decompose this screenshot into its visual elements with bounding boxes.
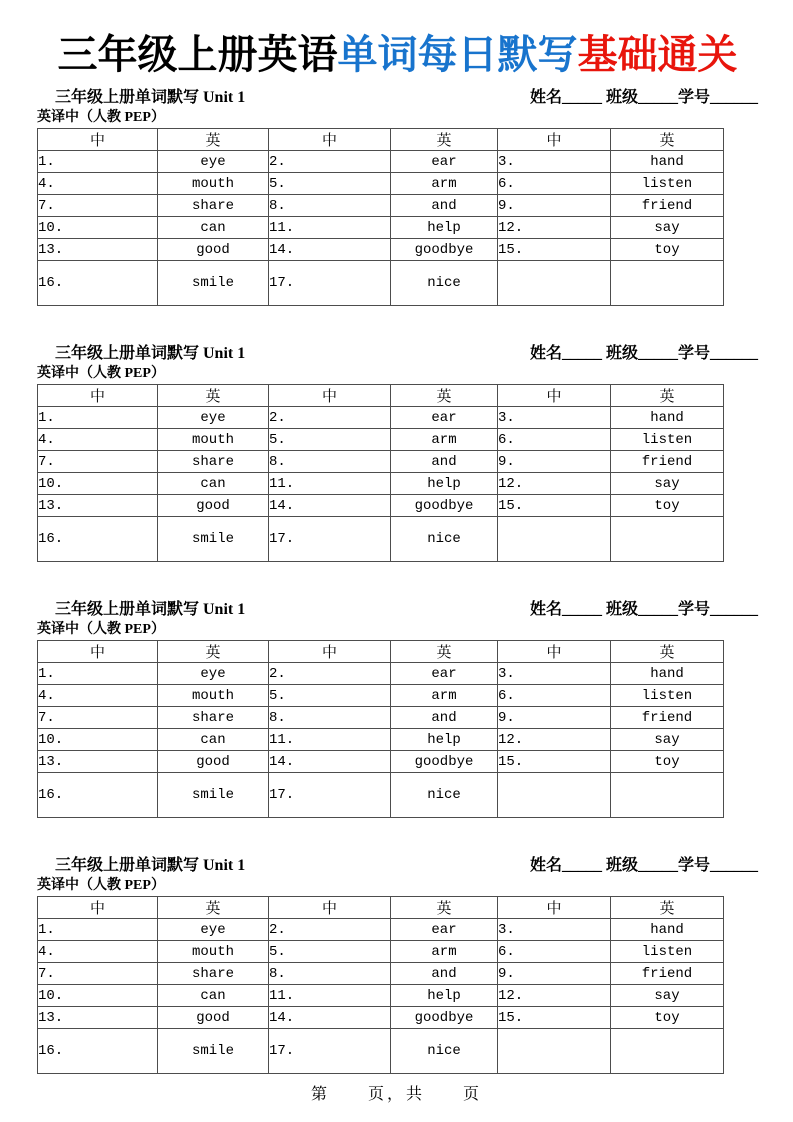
- english-word-cell: share: [158, 963, 269, 985]
- table-body: [38, 919, 724, 1074]
- chinese-answer-cell: 5.: [269, 173, 391, 195]
- chinese-answer-cell: 1.: [38, 663, 158, 685]
- chinese-answer-cell: 17.: [269, 261, 391, 306]
- english-word-cell: share: [158, 451, 269, 473]
- student-info-fields: 姓名_____ 班级_____学号______: [529, 89, 758, 106]
- english-word-cell: listen: [611, 685, 724, 707]
- chinese-answer-cell: 8.: [269, 451, 391, 473]
- chinese-answer-cell: 3.: [498, 151, 611, 173]
- chinese-answer-cell: 7.: [38, 451, 158, 473]
- column-header: 英: [391, 641, 498, 663]
- english-word-cell: share: [158, 195, 269, 217]
- column-header: 中: [498, 129, 611, 151]
- english-word-cell: help: [391, 729, 498, 751]
- empty-cell: [498, 261, 611, 306]
- chinese-answer-cell: 6.: [498, 685, 611, 707]
- english-word-cell: toy: [611, 751, 724, 773]
- chinese-answer-cell: 8.: [269, 195, 391, 217]
- table-row: [38, 919, 724, 941]
- chinese-answer-cell: 6.: [498, 941, 611, 963]
- section-subtitle: 英译中（人教 PEP）: [37, 110, 165, 125]
- dictation-table: [37, 384, 724, 562]
- english-word-cell: mouth: [158, 941, 269, 963]
- chinese-answer-cell: 2.: [269, 663, 391, 685]
- english-word-cell: help: [391, 985, 498, 1007]
- table-row: [38, 517, 724, 562]
- english-word-cell: and: [391, 707, 498, 729]
- table-row: [38, 473, 724, 495]
- chinese-answer-cell: 6.: [498, 173, 611, 195]
- english-word-cell: say: [611, 985, 724, 1007]
- empty-cell: [611, 1029, 724, 1074]
- chinese-answer-cell: 8.: [269, 707, 391, 729]
- table-row: [38, 663, 724, 685]
- column-header: 中: [269, 641, 391, 663]
- english-word-cell: goodbye: [391, 495, 498, 517]
- table-row: [38, 707, 724, 729]
- english-word-cell: can: [158, 473, 269, 495]
- worksheet-section: [37, 600, 758, 818]
- chinese-answer-cell: 16.: [38, 773, 158, 818]
- english-word-cell: ear: [391, 663, 498, 685]
- english-word-cell: eye: [158, 919, 269, 941]
- english-word-cell: say: [611, 217, 724, 239]
- column-header: 中: [498, 385, 611, 407]
- chinese-answer-cell: 1.: [38, 407, 158, 429]
- dictation-table: [37, 640, 724, 818]
- chinese-answer-cell: 2.: [269, 151, 391, 173]
- column-header: 英: [611, 129, 724, 151]
- english-word-cell: say: [611, 729, 724, 751]
- english-word-cell: arm: [391, 941, 498, 963]
- english-word-cell: nice: [391, 1029, 498, 1074]
- chinese-answer-cell: 2.: [269, 407, 391, 429]
- chinese-answer-cell: 14.: [269, 1007, 391, 1029]
- english-word-cell: eye: [158, 151, 269, 173]
- section-title: 三年级上册单词默写 Unit 1: [55, 89, 246, 106]
- chinese-answer-cell: 12.: [498, 217, 611, 239]
- english-word-cell: can: [158, 729, 269, 751]
- section-header: [37, 600, 758, 620]
- chinese-answer-cell: 5.: [269, 941, 391, 963]
- english-word-cell: good: [158, 751, 269, 773]
- english-word-cell: mouth: [158, 173, 269, 195]
- english-word-cell: arm: [391, 429, 498, 451]
- english-word-cell: hand: [611, 663, 724, 685]
- empty-cell: [498, 1029, 611, 1074]
- english-word-cell: smile: [158, 261, 269, 306]
- table-row: [38, 151, 724, 173]
- english-word-cell: can: [158, 985, 269, 1007]
- chinese-answer-cell: 6.: [498, 429, 611, 451]
- chinese-answer-cell: 11.: [269, 473, 391, 495]
- chinese-answer-cell: 7.: [38, 707, 158, 729]
- english-word-cell: friend: [611, 963, 724, 985]
- chinese-answer-cell: 17.: [269, 1029, 391, 1074]
- student-info-fields: 姓名_____ 班级_____学号______: [529, 601, 758, 618]
- chinese-answer-cell: 14.: [269, 495, 391, 517]
- chinese-answer-cell: 1.: [38, 151, 158, 173]
- english-word-cell: mouth: [158, 685, 269, 707]
- chinese-answer-cell: 12.: [498, 473, 611, 495]
- page-title: [37, 32, 758, 78]
- english-word-cell: friend: [611, 195, 724, 217]
- section-title: 三年级上册单词默写 Unit 1: [55, 857, 246, 874]
- column-header: 英: [391, 385, 498, 407]
- table-row: [38, 217, 724, 239]
- empty-cell: [611, 773, 724, 818]
- english-word-cell: listen: [611, 941, 724, 963]
- english-word-cell: good: [158, 239, 269, 261]
- column-header: 中: [38, 897, 158, 919]
- english-word-cell: eye: [158, 663, 269, 685]
- english-word-cell: arm: [391, 173, 498, 195]
- chinese-answer-cell: 9.: [498, 963, 611, 985]
- english-word-cell: toy: [611, 239, 724, 261]
- section-subtitle: 英译中（人教 PEP）: [37, 366, 165, 381]
- english-word-cell: listen: [611, 173, 724, 195]
- english-word-cell: eye: [158, 407, 269, 429]
- english-word-cell: ear: [391, 407, 498, 429]
- chinese-answer-cell: 13.: [38, 751, 158, 773]
- english-word-cell: goodbye: [391, 751, 498, 773]
- table-header-row: [38, 385, 724, 407]
- empty-cell: [611, 261, 724, 306]
- english-word-cell: ear: [391, 919, 498, 941]
- chinese-answer-cell: 14.: [269, 751, 391, 773]
- english-word-cell: share: [158, 707, 269, 729]
- column-header: 英: [611, 897, 724, 919]
- chinese-answer-cell: 3.: [498, 407, 611, 429]
- chinese-answer-cell: 12.: [498, 729, 611, 751]
- english-word-cell: listen: [611, 429, 724, 451]
- chinese-answer-cell: 13.: [38, 1007, 158, 1029]
- column-header: 中: [38, 129, 158, 151]
- chinese-answer-cell: 15.: [498, 495, 611, 517]
- column-header: 英: [158, 641, 269, 663]
- table-row: [38, 1007, 724, 1029]
- chinese-answer-cell: 5.: [269, 429, 391, 451]
- column-header: 英: [391, 897, 498, 919]
- english-word-cell: nice: [391, 261, 498, 306]
- english-word-cell: hand: [611, 151, 724, 173]
- english-word-cell: friend: [611, 707, 724, 729]
- english-word-cell: help: [391, 473, 498, 495]
- student-info-fields: 姓名_____ 班级_____学号______: [529, 345, 758, 362]
- worksheet-section: [37, 856, 758, 1074]
- section-header: [37, 856, 758, 876]
- table-row: [38, 407, 724, 429]
- table-header-row: [38, 129, 724, 151]
- table-row: [38, 773, 724, 818]
- table-row: [38, 985, 724, 1007]
- chinese-answer-cell: 12.: [498, 985, 611, 1007]
- chinese-answer-cell: 16.: [38, 261, 158, 306]
- chinese-answer-cell: 11.: [269, 985, 391, 1007]
- table-row: [38, 261, 724, 306]
- section-title: 三年级上册单词默写 Unit 1: [55, 601, 246, 618]
- column-header: 中: [498, 897, 611, 919]
- table-row: [38, 729, 724, 751]
- column-header: 中: [269, 385, 391, 407]
- english-word-cell: smile: [158, 1029, 269, 1074]
- dictation-table: [37, 128, 724, 306]
- chinese-answer-cell: 9.: [498, 451, 611, 473]
- table-header-row: [38, 897, 724, 919]
- chinese-answer-cell: 11.: [269, 217, 391, 239]
- table-row: [38, 239, 724, 261]
- english-word-cell: nice: [391, 517, 498, 562]
- chinese-answer-cell: 9.: [498, 195, 611, 217]
- column-header: 英: [158, 129, 269, 151]
- chinese-answer-cell: 10.: [38, 985, 158, 1007]
- column-header: 中: [269, 897, 391, 919]
- section-title: 三年级上册单词默写 Unit 1: [55, 345, 246, 362]
- dictation-table: [37, 896, 724, 1074]
- table-row: [38, 173, 724, 195]
- chinese-answer-cell: 10.: [38, 217, 158, 239]
- empty-cell: [498, 773, 611, 818]
- sections-container: [37, 88, 758, 1074]
- table-row: [38, 195, 724, 217]
- chinese-answer-cell: 11.: [269, 729, 391, 751]
- english-word-cell: hand: [611, 407, 724, 429]
- chinese-answer-cell: 7.: [38, 195, 158, 217]
- table-row: [38, 451, 724, 473]
- column-header: 中: [38, 385, 158, 407]
- table-row: [38, 963, 724, 985]
- chinese-answer-cell: 2.: [269, 919, 391, 941]
- title-part-basic-pass: 基础通关: [577, 32, 738, 77]
- english-word-cell: can: [158, 217, 269, 239]
- table-row: [38, 429, 724, 451]
- column-header: 中: [38, 641, 158, 663]
- english-word-cell: toy: [611, 495, 724, 517]
- table-row: [38, 685, 724, 707]
- chinese-answer-cell: 15.: [498, 239, 611, 261]
- english-word-cell: and: [391, 451, 498, 473]
- english-word-cell: goodbye: [391, 239, 498, 261]
- chinese-answer-cell: 14.: [269, 239, 391, 261]
- chinese-answer-cell: 4.: [38, 173, 158, 195]
- table-body: [38, 407, 724, 562]
- english-word-cell: smile: [158, 517, 269, 562]
- chinese-answer-cell: 8.: [269, 963, 391, 985]
- table-row: [38, 495, 724, 517]
- chinese-answer-cell: 15.: [498, 751, 611, 773]
- chinese-answer-cell: 5.: [269, 685, 391, 707]
- english-word-cell: good: [158, 495, 269, 517]
- english-word-cell: say: [611, 473, 724, 495]
- column-header: 英: [391, 129, 498, 151]
- chinese-answer-cell: 13.: [38, 495, 158, 517]
- english-word-cell: help: [391, 217, 498, 239]
- worksheet-section: [37, 344, 758, 562]
- chinese-answer-cell: 9.: [498, 707, 611, 729]
- column-header: 中: [498, 641, 611, 663]
- chinese-answer-cell: 10.: [38, 473, 158, 495]
- section-subtitle: 英译中（人教 PEP）: [37, 622, 165, 637]
- chinese-answer-cell: 17.: [269, 517, 391, 562]
- column-header: 中: [269, 129, 391, 151]
- english-word-cell: arm: [391, 685, 498, 707]
- table-body: [38, 151, 724, 306]
- section-header: [37, 88, 758, 108]
- english-word-cell: smile: [158, 773, 269, 818]
- section-subtitle: 英译中（人教 PEP）: [37, 878, 165, 893]
- chinese-answer-cell: 3.: [498, 663, 611, 685]
- english-word-cell: friend: [611, 451, 724, 473]
- empty-cell: [611, 517, 724, 562]
- title-part-daily-dictation: 单词每日默写: [337, 32, 578, 77]
- chinese-answer-cell: 17.: [269, 773, 391, 818]
- table-row: [38, 1029, 724, 1074]
- english-word-cell: goodbye: [391, 1007, 498, 1029]
- chinese-answer-cell: 3.: [498, 919, 611, 941]
- english-word-cell: mouth: [158, 429, 269, 451]
- english-word-cell: and: [391, 195, 498, 217]
- chinese-answer-cell: 4.: [38, 429, 158, 451]
- chinese-answer-cell: 7.: [38, 963, 158, 985]
- chinese-answer-cell: 16.: [38, 517, 158, 562]
- title-part-grade: 三年级上册英语: [57, 32, 338, 77]
- english-word-cell: hand: [611, 919, 724, 941]
- page-footer: 第 页，共 页: [310, 1086, 482, 1103]
- column-header: 英: [158, 385, 269, 407]
- student-info-fields: 姓名_____ 班级_____学号______: [529, 857, 758, 874]
- english-word-cell: toy: [611, 1007, 724, 1029]
- table-row: [38, 751, 724, 773]
- chinese-answer-cell: 16.: [38, 1029, 158, 1074]
- table-body: [38, 663, 724, 818]
- chinese-answer-cell: 10.: [38, 729, 158, 751]
- section-header: [37, 344, 758, 364]
- worksheet-section: [37, 88, 758, 306]
- chinese-answer-cell: 15.: [498, 1007, 611, 1029]
- column-header: 英: [611, 385, 724, 407]
- chinese-answer-cell: 1.: [38, 919, 158, 941]
- english-word-cell: ear: [391, 151, 498, 173]
- empty-cell: [498, 517, 611, 562]
- chinese-answer-cell: 4.: [38, 685, 158, 707]
- english-word-cell: nice: [391, 773, 498, 818]
- table-row: [38, 941, 724, 963]
- column-header: 英: [611, 641, 724, 663]
- english-word-cell: good: [158, 1007, 269, 1029]
- chinese-answer-cell: 4.: [38, 941, 158, 963]
- english-word-cell: and: [391, 963, 498, 985]
- chinese-answer-cell: 13.: [38, 239, 158, 261]
- column-header: 英: [158, 897, 269, 919]
- table-header-row: [38, 641, 724, 663]
